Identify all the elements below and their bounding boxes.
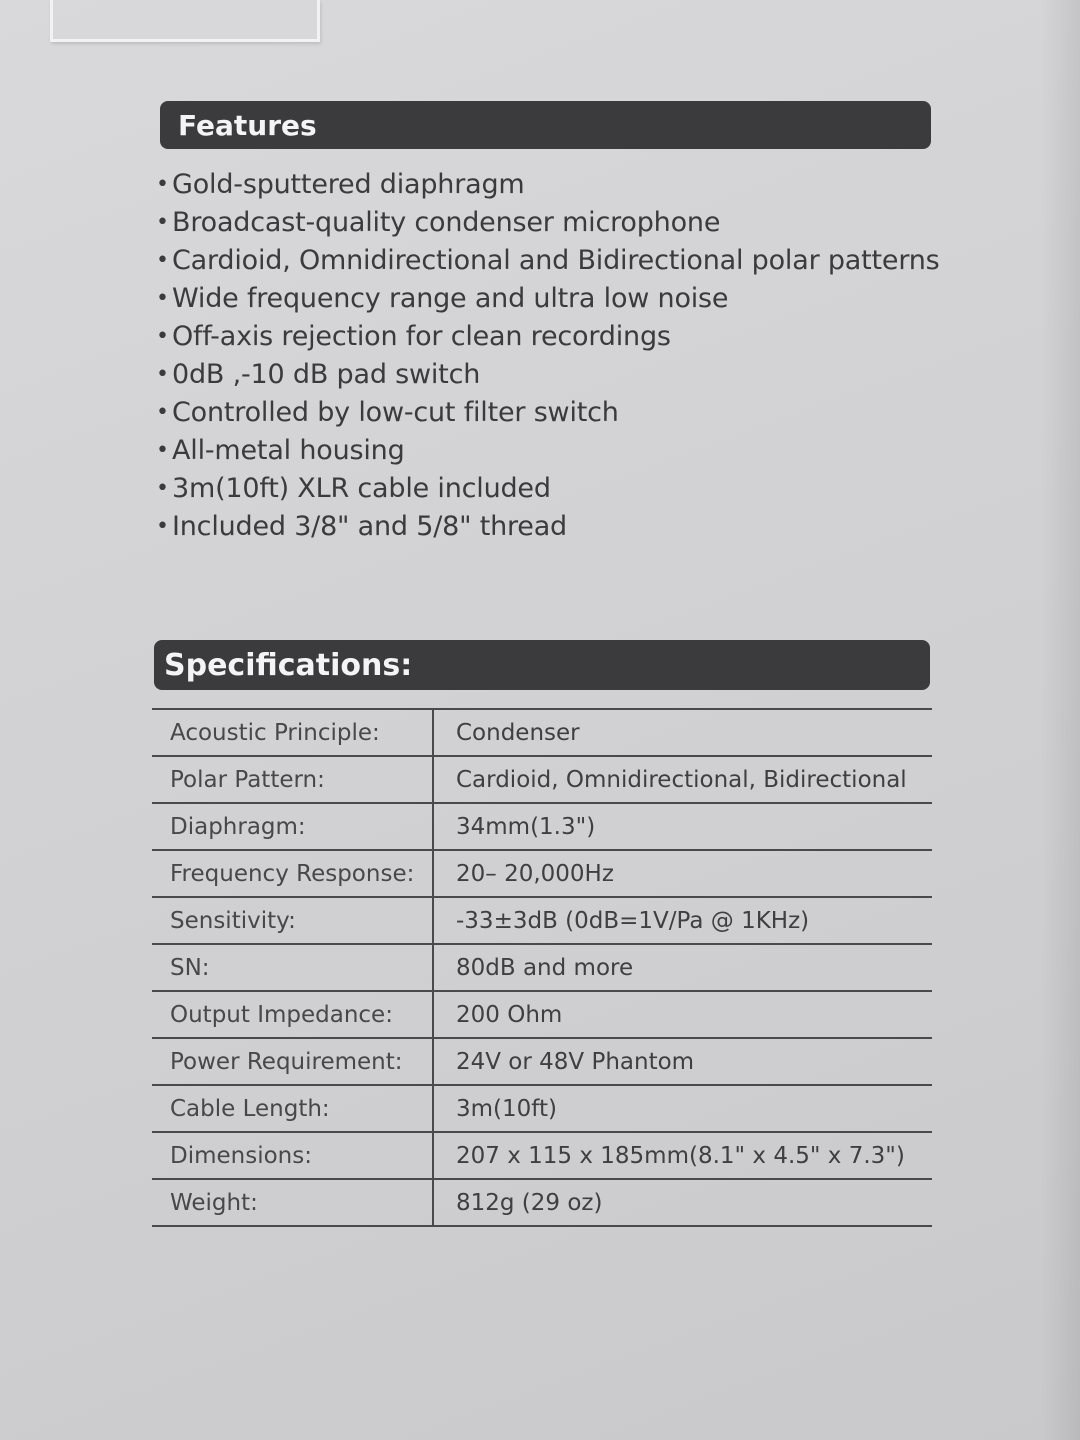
bullet-icon: • <box>156 286 169 311</box>
spec-value: -33±3dB (0dB=1V/Pa @ 1KHz) <box>433 897 932 944</box>
spec-label: Output Impedance: <box>152 991 433 1038</box>
spec-label: Weight: <box>152 1179 433 1226</box>
feature-item <box>156 242 956 280</box>
feature-item <box>156 432 956 470</box>
bullet-icon: • <box>156 400 169 425</box>
spec-label: Cable Length: <box>152 1085 433 1132</box>
table-row <box>152 850 932 897</box>
bullet-icon: • <box>156 514 169 539</box>
bullet-icon: • <box>156 248 169 273</box>
spec-label: Dimensions: <box>152 1132 433 1179</box>
spec-label: SN: <box>152 944 433 991</box>
bullet-icon: • <box>156 476 169 501</box>
spec-label: Polar Pattern: <box>152 756 433 803</box>
feature-text: All-metal housing <box>172 435 405 466</box>
feature-text: Broadcast-quality condenser microphone <box>172 207 721 238</box>
spec-value: 34mm(1.3") <box>433 803 932 850</box>
feature-text: Gold-sputtered diaphragm <box>172 169 525 200</box>
spec-value: 207 x 115 x 185mm(8.1" x 4.5" x 7.3") <box>433 1132 932 1179</box>
specifications-table <box>152 708 932 1227</box>
table-row <box>152 897 932 944</box>
spec-value: 812g (29 oz) <box>433 1179 932 1226</box>
table-row <box>152 944 932 991</box>
table-row <box>152 756 932 803</box>
spec-label: Diaphragm: <box>152 803 433 850</box>
table-row <box>152 991 932 1038</box>
table-row <box>152 709 932 756</box>
feature-item <box>156 356 956 394</box>
spec-label: Power Requirement: <box>152 1038 433 1085</box>
feature-text: Off-axis rejection for clean recordings <box>172 321 671 352</box>
spec-value: 3m(10ft) <box>433 1085 932 1132</box>
spec-value: 20– 20,000Hz <box>433 850 932 897</box>
feature-text: Cardioid, Omnidirectional and Bidirectional polar patterns <box>172 245 940 276</box>
feature-item <box>156 470 956 508</box>
spec-value: 80dB and more <box>433 944 932 991</box>
bullet-icon: • <box>156 172 169 197</box>
bullet-icon: • <box>156 362 169 387</box>
features-list <box>156 166 956 546</box>
feature-item <box>156 280 956 318</box>
feature-item <box>156 508 956 546</box>
table-row <box>152 1085 932 1132</box>
feature-text: Wide frequency range and ultra low noise <box>172 283 729 314</box>
table-row <box>152 1038 932 1085</box>
spec-value: Condenser <box>433 709 932 756</box>
feature-item <box>156 318 956 356</box>
specifications-title: Specifications: <box>164 647 413 683</box>
spec-label: Acoustic Principle: <box>152 709 433 756</box>
feature-text: Controlled by low-cut filter switch <box>172 397 619 428</box>
spec-value: Cardioid, Omnidirectional, Bidirectional <box>433 756 932 803</box>
bullet-icon: • <box>156 210 169 235</box>
bullet-icon: • <box>156 324 169 349</box>
feature-item <box>156 204 956 242</box>
feature-text: Included 3/8" and 5/8" thread <box>172 511 567 542</box>
box-flap-edge <box>50 0 320 42</box>
table-row <box>152 1132 932 1179</box>
feature-item <box>156 394 956 432</box>
spec-value: 200 Ohm <box>433 991 932 1038</box>
spec-label: Sensitivity: <box>152 897 433 944</box>
table-row <box>152 1179 932 1226</box>
table-row <box>152 803 932 850</box>
feature-item <box>156 166 956 204</box>
bullet-icon: • <box>156 438 169 463</box>
spec-value: 24V or 48V Phantom <box>433 1038 932 1085</box>
spec-label: Frequency Response: <box>152 850 433 897</box>
feature-text: 3m(10ft) XLR cable included <box>172 473 551 504</box>
box-side-shadow <box>1040 0 1080 1440</box>
features-title: Features <box>178 108 317 142</box>
feature-text: 0dB ,-10 dB pad switch <box>172 359 481 390</box>
features-heading <box>160 101 931 149</box>
specifications-heading <box>154 640 930 690</box>
